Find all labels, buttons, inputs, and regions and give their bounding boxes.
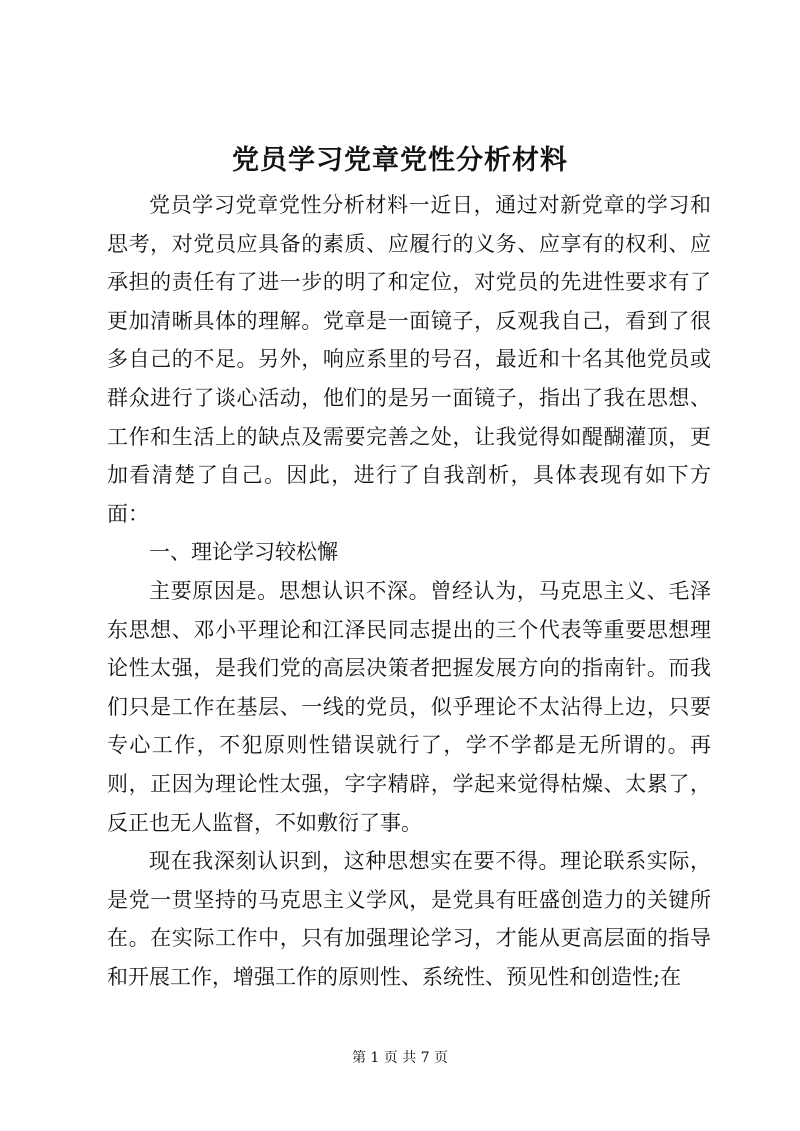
page-number-footer: 第 1 页 共 7 页 bbox=[351, 1050, 449, 1066]
paragraph-intro: 党员学习党章党性分析材料一近日，通过对新党章的学习和思考，对党员应具备的素质、应履行的义务、应享有的权利、应承担的责任有了进一步的明了和定位，对党员的先进性要求有了更加清晰具体的理解。党章是一面镜子，反观我自己，看到了很多自己的不足。另外，响应系里的号召，最近和十名其他党员或群众进行了谈心活动，他们的是另一面镜子，指出了我在思想、工作和生活上的缺点及需要完善之处，让我觉得如醍醐灌顶，更加看清楚了自己。因此，进行了自我剖析，具体表现有如下方面： bbox=[107, 193, 711, 526]
paragraph-realization: 现在我深刻认识到，这种思想实在要不得。理论联系实际，是党一贯坚持的马克思主义学风，是党具有旺盛创造力的关键所在。在实际工作中，只有加强理论学习，才能从更高层面的指导和开展工作，增强工作的原则性、系统性、预见性和创造性;在 bbox=[107, 849, 711, 989]
document-body bbox=[107, 186, 711, 996]
paragraph-reasons: 主要原因是。思想认识不深。曾经认为，马克思主义、毛泽东思想、邓小平理论和江泽民同志提出的三个代表等重要思想理论性太强，是我们党的高层决策者把握发展方向的指南针。而我们只是工作在基层、一线的党员，似乎理论不太沾得上边，只要专心工作，不犯原则性错误就行了，学不学都是无所谓的。再则，正因为理论性太强，字字精辟，学起来觉得枯燥、太累了，反正也无人监督，不如敷衍了事。 bbox=[107, 578, 711, 835]
section-heading-1: 一、理论学习较松懈 bbox=[149, 540, 338, 565]
document-title: 党员学习党章党性分析材料 bbox=[232, 145, 568, 176]
